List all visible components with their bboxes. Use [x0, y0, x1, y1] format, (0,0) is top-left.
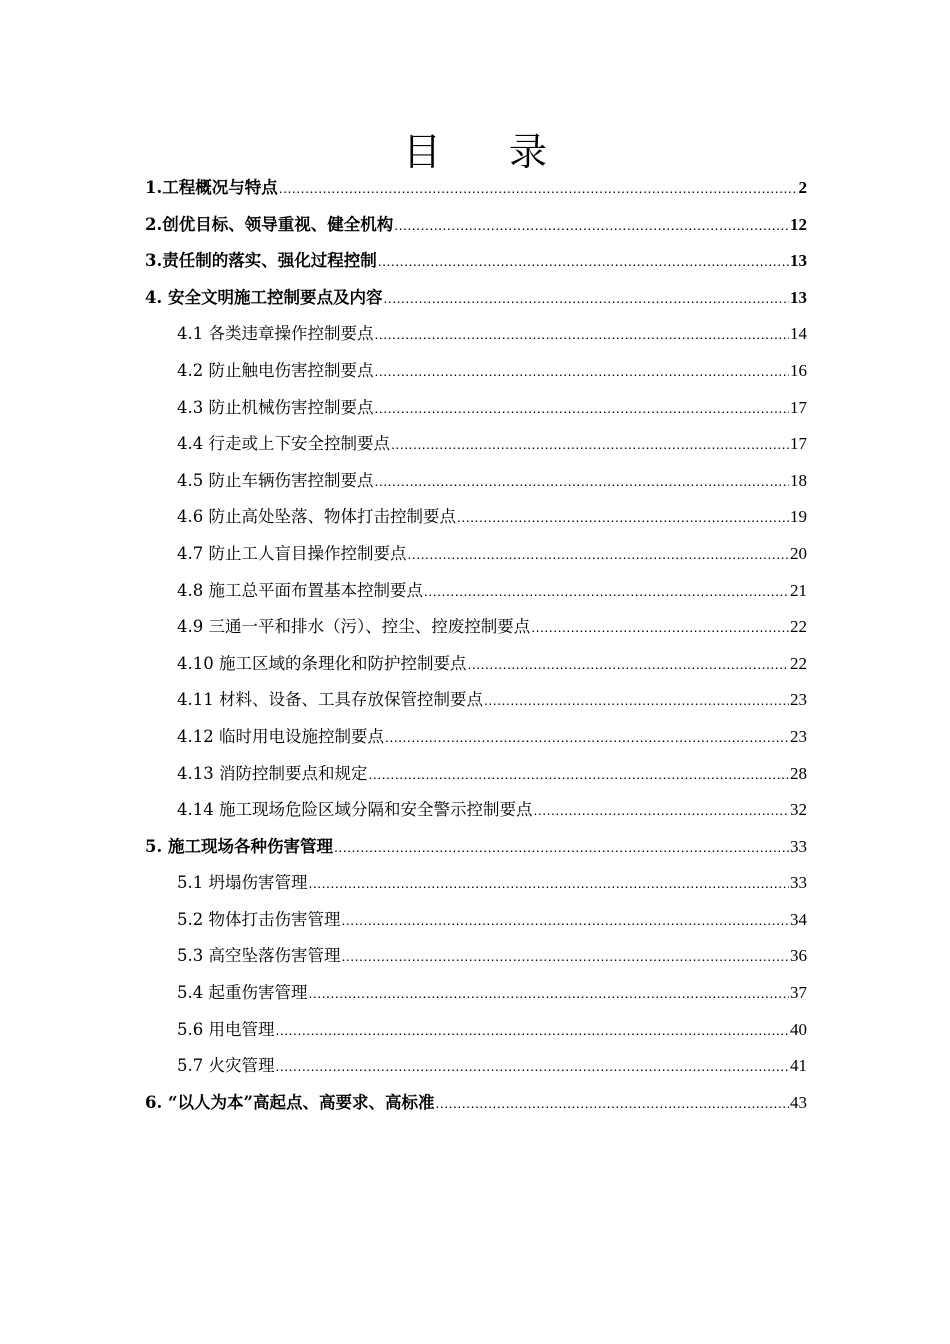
- dot-leader: [531, 609, 789, 646]
- toc-page-number: 18: [790, 470, 807, 490]
- toc-entry[interactable]: [145, 829, 807, 866]
- dot-leader: [467, 646, 789, 683]
- toc-page-number: 14: [790, 324, 807, 344]
- toc-entry-label: 4.6 防止高处坠落、物体打击控制要点: [177, 507, 456, 527]
- toc-entry-label: 4. 安全文明施工控制要点及内容: [145, 287, 383, 307]
- dot-leader: [391, 426, 789, 463]
- toc-entry[interactable]: [145, 682, 807, 719]
- toc-entry[interactable]: [145, 536, 807, 573]
- table-of-contents: [145, 170, 807, 1121]
- toc-entry-label: 3.责任制的落实、强化过程控制: [145, 251, 377, 271]
- toc-entry[interactable]: [145, 975, 807, 1012]
- toc-page-number: 36: [790, 946, 807, 966]
- toc-entry-label: 4.9 三通一平和排水（污）、控尘、控废控制要点: [177, 617, 531, 637]
- toc-entry[interactable]: [145, 390, 807, 427]
- toc-entry[interactable]: [145, 792, 807, 829]
- toc-page-number: 33: [790, 873, 807, 893]
- dot-leader: [394, 207, 789, 244]
- toc-entry-label: 4.12 临时用电设施控制要点: [177, 726, 384, 746]
- toc-entry-label: 2.创优目标、领导重视、健全机构: [145, 214, 394, 234]
- toc-entry[interactable]: [145, 463, 807, 500]
- dot-leader: [375, 390, 790, 427]
- dot-leader: [484, 682, 789, 719]
- toc-page-number: 37: [790, 983, 807, 1003]
- toc-entry[interactable]: [145, 499, 807, 536]
- toc-entry-label: 5. 施工现场各种伤害管理: [145, 836, 333, 856]
- toc-entry-label: 6. “以人为本”高起点、高要求、高标准: [145, 1092, 435, 1112]
- toc-entry-label: 4.3 防止机械伤害控制要点: [177, 397, 374, 417]
- toc-entry[interactable]: [145, 1012, 807, 1049]
- toc-entry-label: 4.14 施工现场危险区域分隔和安全警示控制要点: [177, 800, 533, 820]
- toc-entry[interactable]: [145, 353, 807, 390]
- toc-entry-label: 5.3 高空坠落伤害管理: [177, 946, 341, 966]
- dot-leader: [276, 1012, 790, 1049]
- toc-entry-label: 1.工程概况与特点: [145, 178, 278, 197]
- toc-entry-label: 4.4 行走或上下安全控制要点: [177, 434, 390, 454]
- toc-entry[interactable]: [145, 646, 807, 683]
- toc-entry-label: 5.1 坍塌伤害管理: [177, 873, 308, 893]
- toc-entry[interactable]: [145, 756, 807, 793]
- toc-entry-label: 5.4 起重伤害管理: [177, 983, 308, 1003]
- toc-page-number: 12: [790, 214, 807, 234]
- toc-page-number: 20: [790, 543, 807, 563]
- dot-leader: [457, 499, 789, 536]
- toc-entry[interactable]: [145, 170, 807, 207]
- toc-entry[interactable]: [145, 902, 807, 939]
- toc-entry-label: 4.2 防止触电伤害控制要点: [177, 360, 374, 380]
- toc-page-number: 21: [790, 580, 807, 600]
- toc-entry-label: 4.13 消防控制要点和规定: [177, 763, 368, 783]
- dot-leader: [385, 719, 789, 756]
- dot-leader: [276, 1048, 790, 1085]
- toc-entry-label: 4.5 防止车辆伤害控制要点: [177, 470, 374, 490]
- dot-leader: [368, 756, 789, 793]
- toc-entry[interactable]: [145, 207, 807, 244]
- dot-leader: [533, 792, 789, 829]
- dot-leader: [342, 902, 790, 939]
- toc-entry-label: 5.7 火灾管理: [177, 1056, 275, 1076]
- toc-page-number: 17: [790, 434, 807, 454]
- toc-entry-label: 4.8 施工总平面布置基本控制要点: [177, 580, 423, 600]
- dot-leader: [424, 573, 789, 610]
- toc-entry-label: 4.11 材料、设备、工具存放保管控制要点: [177, 690, 483, 710]
- dot-leader: [279, 170, 798, 207]
- toc-page-number: 13: [790, 251, 807, 271]
- toc-page-number: 34: [790, 909, 807, 929]
- toc-page-number: 23: [790, 690, 807, 710]
- toc-entry[interactable]: [145, 1048, 807, 1085]
- dot-leader: [383, 280, 789, 317]
- toc-page-number: 22: [790, 617, 807, 637]
- toc-page-number: 17: [790, 397, 807, 417]
- toc-entry-label: 4.10 施工区域的条理化和防护控制要点: [177, 653, 467, 673]
- toc-entry[interactable]: [145, 719, 807, 756]
- toc-entry-label: 4.1 各类违章操作控制要点: [177, 324, 374, 344]
- dot-leader: [408, 536, 790, 573]
- toc-entry-label: 5.6 用电管理: [177, 1019, 275, 1039]
- toc-page-number: 22: [790, 653, 807, 673]
- dot-leader: [435, 1085, 789, 1122]
- toc-entry[interactable]: [145, 865, 807, 902]
- toc-page-number: 32: [790, 800, 807, 820]
- toc-page-number: 19: [790, 507, 807, 527]
- page-title: 目 录: [402, 130, 576, 174]
- toc-entry[interactable]: [145, 938, 807, 975]
- toc-page-number: 43: [790, 1092, 807, 1112]
- toc-entry[interactable]: [145, 316, 807, 353]
- toc-page-number: 2: [798, 178, 807, 197]
- toc-page-number: 40: [790, 1019, 807, 1039]
- dot-leader: [334, 829, 789, 866]
- toc-entry[interactable]: [145, 609, 807, 646]
- dot-leader: [342, 938, 790, 975]
- toc-page-number: 16: [790, 360, 807, 380]
- dot-leader: [375, 353, 790, 390]
- toc-page-number: 28: [790, 763, 807, 783]
- toc-entry-label: 5.2 物体打击伤害管理: [177, 909, 341, 929]
- toc-entry[interactable]: [145, 426, 807, 463]
- toc-page-number: 33: [790, 836, 807, 856]
- toc-page-number: 23: [790, 726, 807, 746]
- dot-leader: [375, 316, 790, 353]
- dot-leader: [309, 865, 790, 902]
- dot-leader: [375, 463, 790, 500]
- toc-entry[interactable]: [145, 573, 807, 610]
- toc-entry[interactable]: [145, 280, 807, 317]
- toc-entry-label: 4.7 防止工人盲目操作控制要点: [177, 543, 407, 563]
- dot-leader: [309, 975, 790, 1012]
- toc-page-number: 41: [790, 1056, 807, 1076]
- toc-page-number: 13: [790, 287, 807, 307]
- dot-leader: [378, 243, 789, 280]
- toc-entry[interactable]: [145, 1085, 807, 1122]
- toc-entry[interactable]: [145, 243, 807, 280]
